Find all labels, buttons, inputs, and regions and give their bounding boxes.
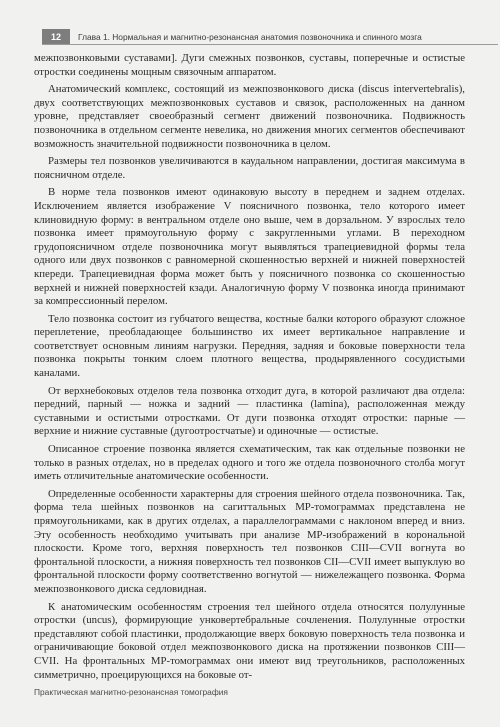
paragraph: Тело позвонка состоит из губчатого вещества, костные балки которого образуют сложное переплетение, преобладающее большинство их имеет вертикальное направление и соответствует основным линиям нагрузки. Передняя, задняя и боковые поверхности тела позвонка покрыты тонким слоем плотного вещества, продырявленного сосудистыми каналами. <box>34 312 465 380</box>
paragraph: Размеры тел позвонков увеличиваются в каудальном направлении, достигая максимума в поясничном отделе. <box>34 155 465 181</box>
paragraph: От верхнебоковых отделов тела позвонка отходит дуга, в которой различают два отдела: передний, парный — ножка и задний — пластинка (lamina), расположенная между суставными и остистыми отростками. От дуги позвонка отходят отростки: парные — верхние и нижние суставные (дугоотростчатые) и одиночные — остистые. <box>34 384 465 438</box>
paragraph: В норме тела позвонков имеют одинаковую высоту в переднем и заднем отделах. Исключением является изображение V поясничного позвонка, тело которого имеет клиновидную форму: в вентральном отделе оно выше, чем в дорзальном. У взрослых тело позвонка имеет прямоугольную форму с закругленными углами. В переходном грудопоясничном отделе позвоночника могут выявляться трапециевидной формы тела одного или двух позвонков с равномерной скошенностью верхней и нижней поверхностей кпереди. Трапециевидная форма может быть у поясничного позвонка со скошенностью верхней и нижней поверхностей кзади. Аналогичную форму V позвонка иногда принимают за компрессионный перелом. <box>34 186 465 308</box>
page-header <box>42 29 498 45</box>
paragraph: Определенные особенности характерны для строения шейного отдела позвоночника. Так, форма тела шейных позвонков на сагиттальных МР-томограммах представлена не прямоугольниками, как в других отделах, а параллелограммами с наклоном вперед и вниз. Эту особенность необходимо учитывать при анализе МР-изображений в корональной плоскости. Кроме того, верхняя поверхность тел позвонков CIII—CVII вогнута во фронтальной плоскости, а нижняя поверхность тел позвонков CII—CVII имеет выпуклую во фронтальной плоскости форму соответственно вогнутой — нижележащего позвонка. Форма межпозвонкового диска седловидная. <box>34 487 465 595</box>
page-footer: Практическая магнитно-резонансная томография <box>34 687 228 697</box>
running-head: Глава 1. Нормальная и магнитно-резонансная анатомия позвоночника и спинного мозга <box>78 31 422 42</box>
paragraph: Описанное строение позвонка является схематическим, так как отдельные позвонки не только в разных отделах, но в пределах одного и того же отдела позвоночного столба могут иметь отличительные анатомические особенности. <box>34 443 465 483</box>
paragraph: К анатомическим особенностям строения тел шейного отдела относятся полулунные отростки (uncus), формирующие унковертебральные сочленения. Полулунные отростки представляют собой пластинки, продолжающие вверх боковую поверхность тела позвонка и ограничивающие боковой отдел межпозвонкового диска на протяжении позвонков CIII—CVII. На фронтальных МР-томограммах они имеют вид треугольников, расположенных симметрично, проецирующихся на боковые от- <box>34 600 465 681</box>
page-number: 12 <box>42 29 70 44</box>
paragraph: межпозвонковыми суставами]. Дуги смежных позвонков, суставы, поперечные и остистые отростки соединены мощным связочным аппаратом. <box>34 52 465 78</box>
paragraph: Анатомический комплекс, состоящий из межпозвонкового диска (discus intervertebralis), двух соответствующих межпозвонковых суставов и связок, расположенных на данном уровне, представляет своеобразный сегмент движений позвоночника. Подвижность позвоночника в отдельном сегменте невелика, но движения многих сегментов обеспечивают возможность значительной подвижности позвоночника в целом. <box>34 83 465 150</box>
body-text <box>34 52 465 686</box>
